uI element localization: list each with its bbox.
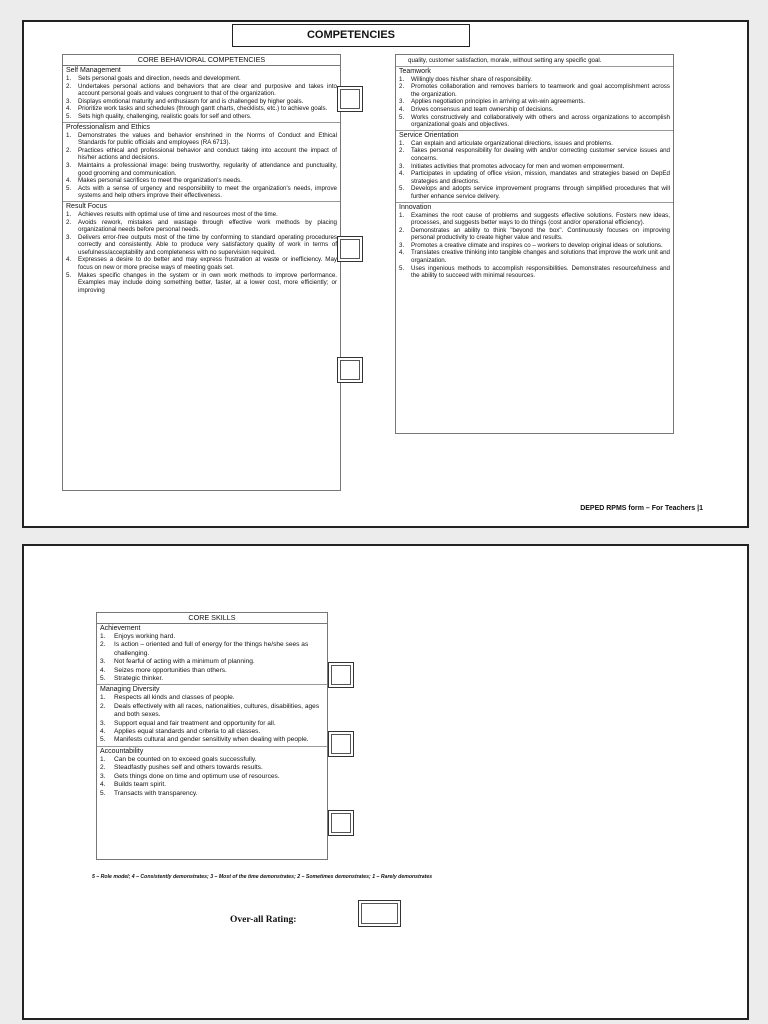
item-number: 4. [399,249,405,257]
item-number: 3. [100,772,106,780]
item-number: 1. [399,139,405,147]
item-number: 2. [399,147,405,155]
item-number: 4. [66,177,72,185]
item-text: Practices ethical and professional behavior and conduct taking into account the impact of his/her actions and decisions. [78,146,337,162]
item-number: 4. [66,256,72,264]
item-number: 1. [66,210,72,218]
indicator-item [66,272,337,295]
item-text: Translates creative thinking into tangible changes and solutions that improve the work unit and organization. [411,249,670,265]
section-title: Result Focus [66,202,107,210]
item-text: Takes personal responsibility for dealing with and/or correcting customer service issues and concerns. [411,147,670,162]
indicator-item [100,633,324,641]
item-number: 1. [100,694,106,702]
indicator-item [399,76,670,84]
item-number: 1. [399,211,405,219]
indicator-item [399,98,670,106]
item-text: Undertakes personal actions and behaviors that are clear and purposive and takes into account personal goals and values congruent to that of the organization. [78,82,337,98]
item-text: Expresses a desire to do better and may express frustration at waste or inefficiency. May focus on new or more precise ways of meeting goals set. [78,256,337,272]
indicator-list [396,212,673,281]
item-text: Achieves results with optimal use of time and resources most of the time. [78,210,278,218]
continuation-text: quality, customer satisfaction, morale, without setting any specific goal. [396,55,673,67]
indicator-item [66,177,337,185]
item-number: 4. [100,666,106,674]
indicator-item [100,675,324,683]
item-number: 1. [399,75,405,83]
skill-sections [97,624,327,799]
item-text: Avoids rework, mistakes and wastage through effective work methods by placing organizational needs before personal needs. [78,218,337,234]
item-text: Delivers error-free outputs most of the time by conforming to standard operating procedures correctly and consistently. Able to produce very satisfactory quality of work in terms of usefulness/acceptability and completeness with no supervision required. [78,233,337,256]
item-number: 1. [66,75,72,82]
item-text: Willingly does his/her share of responsibility. [411,75,532,83]
overall-rating-label: Over-all Rating: [230,915,297,925]
competency-section [396,67,673,131]
indicator-item [100,728,324,736]
indicator-item [66,105,337,113]
item-text: Prioritize work tasks and schedules (through gantt charts, checklists, etc.) to achieve goals. [78,105,328,113]
indicator-item [399,249,670,264]
item-number: 4. [399,105,405,113]
indicator-item [100,790,324,798]
indicator-item [399,163,670,171]
item-number: 3. [100,719,106,727]
item-number: 5. [100,789,106,797]
indicator-item [399,185,670,200]
item-number: 4. [66,105,72,113]
section-title: Innovation [399,203,432,211]
item-text: Enjoys working hard. [114,633,176,640]
item-text: Develops and adopts service improvement programs through simplified procedures that will further enhance service delivery. [411,185,670,200]
indicator-item [399,106,670,114]
item-number: 5. [399,185,405,193]
item-text: Gets things done on time and optimum use of resources. [114,772,280,780]
indicator-item [66,132,337,147]
competency-section [63,202,340,296]
section-title: Self Management [66,67,121,74]
item-text: Can be counted on to exceed goals successfully. [114,755,257,763]
item-number: 1. [66,131,72,139]
item-number: 1. [100,755,106,763]
document-page-1 [22,20,749,528]
item-number: 2. [66,146,72,154]
indicator-list [396,76,673,130]
indicator-item [399,227,670,242]
indicator-item [66,256,337,271]
indicator-item [100,773,324,781]
indicator-item [66,185,337,200]
indicator-item [66,211,337,219]
item-text: Deals effectively with all races, nationalities, cultures, disabilities, ages and both sexes. [114,702,320,719]
item-text: Examines the root cause of problems and suggests effective solutions. Fosters new ideas, processes, and suggests better ways to do things (cost and/or operational efficiency). [411,211,670,227]
item-number: 2. [100,641,106,649]
indicator-item [100,703,324,720]
indicator-list [97,694,327,745]
item-number: 3. [66,161,72,169]
competency-section [396,131,673,203]
rating-box-result-focus[interactable] [337,357,363,383]
item-text: Is action – oriented and full of energy for the things he/she sees as challenging. [114,641,309,657]
table-header: CORE SKILLS [97,613,327,624]
competency-section [63,123,340,202]
overall-rating-box[interactable] [358,900,401,927]
indicator-item [399,140,670,148]
item-number: 5. [66,271,72,279]
item-number: 2. [100,764,106,772]
core-behavioral-competencies-table [62,54,341,491]
page-footer: DEPED RPMS form – For Teachers |1 [580,505,703,512]
indicator-item [100,658,324,666]
item-text: Manifests cultural and gender sensitivity when dealing with people. [114,736,309,744]
item-text: Transacts with transparency. [114,789,198,797]
indicator-item [66,234,337,257]
indicator-list [63,211,340,296]
indicator-item [399,170,670,185]
competency-sections [396,67,673,281]
item-number: 5. [66,112,72,120]
item-text: Initiates activities that promotes advocacy for men and women empowerment. [411,162,625,170]
item-text: Steadfastly pushes self and others towards results. [114,764,263,772]
indicator-list [97,633,327,684]
indicator-item [66,162,337,177]
item-number: 3. [66,97,72,105]
item-text: Demonstrates the values and behavior enshrined in the Norms of Conduct and Ethical Standards for public officials and employees (RA 6713). [78,131,337,147]
indicator-item [100,736,324,744]
item-number: 5. [399,113,405,121]
indicator-item [100,756,324,764]
indicator-item [399,265,670,280]
item-number: 2. [399,226,405,234]
indicator-item [399,83,670,98]
item-text: Works constructively and collaboratively with others and across organizations to accomplish organizational goals and objectives. [411,113,670,129]
section-title: Accountability [100,747,144,755]
indicator-item [66,75,337,83]
item-number: 5. [399,264,405,272]
item-text: Displays emotional maturity and enthusiasm for and is challenged by higher goals. [78,97,304,105]
core-behavioral-competencies-continued [395,54,674,434]
rating-box-self-management[interactable] [337,86,363,112]
indicator-item [399,147,670,162]
item-number: 3. [399,162,405,170]
rating-legend: 5 – Role model; 4 – Consistently demonstrates; 3 – Most of the time demonstrates; 2 – Sometimes demonstrates; 1 – Rarely demonstrates [92,874,433,880]
indicator-list [97,756,327,799]
indicator-item [66,147,337,162]
item-text: Acts with a sense of urgency and responsibility to meet the organization's needs, improve systems and help others improve their effectiveness. [78,184,337,200]
indicator-item [66,113,337,121]
item-text: Support equal and fair treatment and opportunity for all. [114,719,276,727]
competency-sections [63,66,340,295]
item-text: Makes personal sacrifices to meet the organization's needs. [78,177,242,185]
item-text: Promotes a creative climate and inspires co – workers to develop original ideas or solutions. [411,241,663,249]
item-text: Seizes more opportunities than others. [114,666,227,674]
indicator-item [66,83,337,98]
section-title: Teamwork [399,67,431,75]
indicator-item [100,764,324,772]
item-text: Uses ingenious methods to accomplish responsibilities. Demonstrates resourcefulness and the ability to succeed with minimal resources. [411,264,670,280]
core-skills-table [96,612,328,860]
competency-section [396,203,673,281]
competency-section [97,624,327,685]
section-title: Managing Diversity [100,686,160,694]
item-text: Builds team spirit. [114,781,167,789]
indicator-item [399,242,670,250]
rating-box-achievement[interactable] [328,662,354,688]
indicator-list [396,140,673,202]
item-number: 4. [100,781,106,789]
rating-box-accountability[interactable] [328,810,354,836]
item-number: 2. [100,702,106,710]
item-text: Sets high quality, challenging, realistic goals for self and others. [78,112,252,120]
item-number: 5. [66,184,72,192]
item-number: 2. [66,218,72,226]
section-title: Professionalism and Ethics [66,123,151,131]
indicator-item [66,98,337,106]
item-text: Applies negotiation principles in arriving at win-win agreements. [411,98,586,106]
document-page-2 [22,544,749,1020]
indicator-list [63,75,340,122]
item-number: 3. [399,241,405,249]
competency-section [63,66,340,123]
item-number: 1. [100,633,106,640]
competency-section [97,685,327,746]
indicator-item [100,694,324,702]
item-text: Applies equal standards and criteria to all classes. [114,728,261,736]
item-text: Demonstrates an ability to think "beyond the box". Continuously focuses on improving personal productivity to create higher value and results. [411,226,670,242]
section-title: Service Orientation [399,131,459,139]
indicator-item [100,641,324,658]
item-text: Maintains a professional image: being trustworthy, regularity of attendance and punctuality, good grooming and communication. [78,161,337,177]
item-text: Strategic thinker. [114,675,164,683]
item-number: 2. [66,82,72,90]
indicator-item [100,667,324,675]
item-text: Can explain and articulate organizational directions, issues and problems. [411,139,613,147]
rating-box-professionalism[interactable] [337,236,363,262]
item-text: Promotes collaboration and removes barriers to teamwork and goal accomplishment across the organization. [411,83,670,98]
item-text: Participates in updating of office vision, mission, mandates and strategies based on DepEd strategies and directions. [411,170,670,185]
indicator-item [399,114,670,129]
rating-box-managing-diversity[interactable] [328,731,354,757]
indicator-item [399,212,670,227]
item-number: 2. [399,83,405,91]
item-text: Drives consensus and team ownership of decisions. [411,105,554,113]
item-number: 5. [100,736,106,744]
item-text: Not fearful of acting with a minimum of planning. [114,658,255,666]
item-number: 4. [399,170,405,178]
item-text: Sets personal goals and direction, needs and development. [78,75,241,82]
section-title: Achievement [100,625,141,632]
item-number: 3. [66,233,72,241]
table-header: CORE BEHAVIORAL COMPETENCIES [63,55,340,66]
page-title: COMPETENCIES [232,24,470,47]
item-number: 4. [100,728,106,736]
item-text: Respects all kinds and classes of people. [114,694,235,702]
competency-section [97,747,327,799]
indicator-item [100,781,324,789]
item-number: 5. [100,675,106,683]
indicator-list [63,132,340,201]
indicator-item [66,219,337,234]
item-text: Makes specific changes in the system or in own work methods to improve performance. Examples may include doing something better, faster, at a lower cost, more efficiently; or improving [78,271,337,294]
item-number: 3. [399,98,405,106]
item-number: 3. [100,658,106,666]
indicator-item [100,720,324,728]
